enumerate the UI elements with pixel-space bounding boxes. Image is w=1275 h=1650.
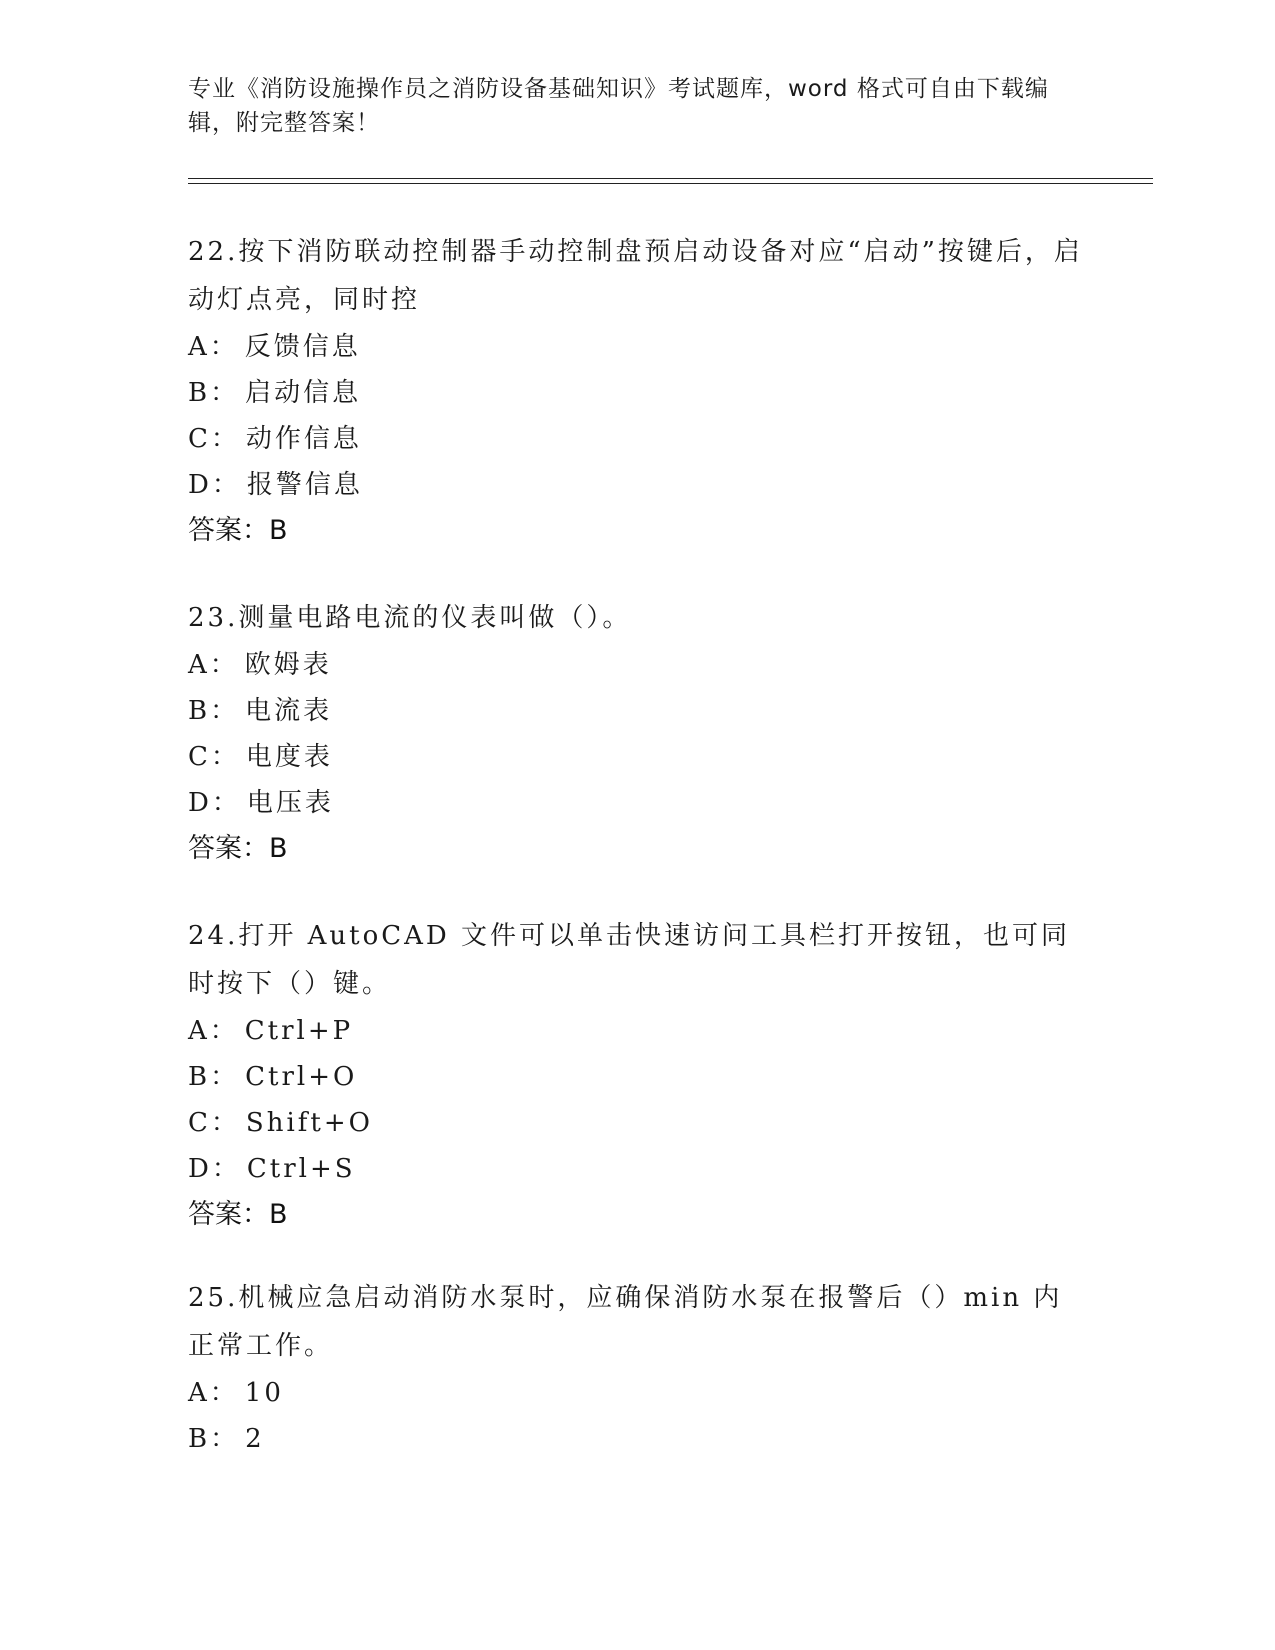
header-divider-top [188, 178, 1153, 179]
question-text: 23.测量电路电流的仪表叫做（）。 [188, 603, 632, 633]
option-a: A： 10 [188, 1378, 284, 1408]
question-text: 22.按下消防联动控制器手动控制盘预启动设备对应“启动”按键后，启动灯点亮，同时控 [188, 237, 1083, 315]
header-divider-bottom [188, 183, 1153, 184]
question-23 [188, 594, 1088, 872]
option-c: C： 动作信息 [188, 424, 362, 454]
option-b: B： Ctrl+O [188, 1062, 358, 1092]
answer-value: B [269, 833, 288, 864]
option-a: A： Ctrl+P [188, 1016, 354, 1046]
option-b: B： 启动信息 [188, 378, 362, 408]
header-text: 专业《消防设施操作员之消防设备基础知识》考试题库，word 格式可自由下载编辑，附完整答案！ [188, 76, 1049, 136]
option-d: D： 电压表 [188, 788, 334, 818]
option-d: D： 报警信息 [188, 470, 363, 500]
option-a: A： 反馈信息 [188, 332, 361, 362]
question-22 [188, 228, 1088, 554]
document-header [188, 72, 1088, 140]
option-d: D： Ctrl+S [188, 1154, 356, 1184]
option-c: C： 电度表 [188, 742, 333, 772]
answer-line: 答案：B [188, 515, 288, 546]
option-c: C： Shift+O [188, 1108, 373, 1138]
answer-value: B [269, 515, 288, 546]
question-24 [188, 912, 1088, 1238]
option-a: A： 欧姆表 [188, 650, 332, 680]
question-text: 25.机械应急启动消防水泵时，应确保消防水泵在报警后（）min 内正常工作。 [188, 1283, 1063, 1361]
answer-value: B [269, 1199, 288, 1230]
answer-line: 答案：B [188, 833, 288, 864]
option-b: B： 电流表 [188, 696, 333, 726]
question-text: 24.打开 AutoCAD 文件可以单击快速访问工具栏打开按钮，也可同时按下（）键。 [188, 921, 1071, 999]
option-b: B： 2 [188, 1424, 265, 1454]
question-25 [188, 1274, 1088, 1462]
answer-line: 答案：B [188, 1199, 288, 1230]
